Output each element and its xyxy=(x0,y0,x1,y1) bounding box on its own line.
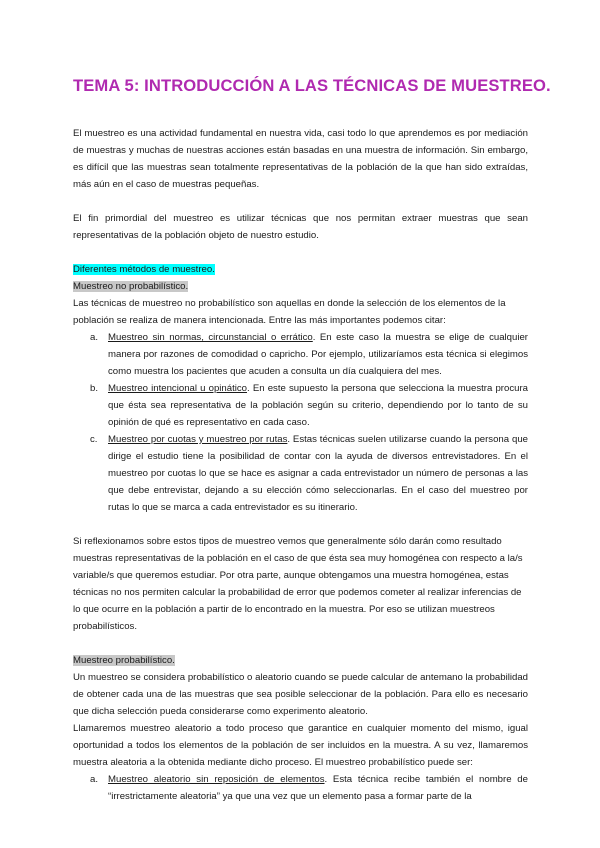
subheading-probabilistic xyxy=(73,652,528,669)
list-item xyxy=(90,380,528,431)
list-item-text: . Esta técnica recibe también el nombre de “irrestrictamente aleatoria” ya que una vez que un elemento pasa a formar parte de la xyxy=(108,774,528,802)
subheading-probabilistic-text: Muestreo probabilístico. xyxy=(73,655,175,666)
list-item xyxy=(90,771,528,805)
list-item-text: . Estas técnicas suelen utilizarse cuando la persona que dirige el estudio tiene la posibilidad de contar con la ayuda de diversos entrevistadores. En el muestreo por cuotas lo que se hace es asignar a cada entrevistador un número de personas a las que debe entrevistar, dejando a su elección cómo seleccionarlas. En el caso del muestreo por rutas lo que se marca a cada entrevistador es su itinerario. xyxy=(108,434,528,513)
list-marker: a. xyxy=(90,332,99,343)
list-item-text: . En este supuesto la persona que selecciona la muestra procura que ésta sea representativa de la población según su criterio, dependiendo por lo tanto de su opinión de qué es representativo en cada caso. xyxy=(108,383,528,428)
list-item-text: . En este caso la muestra se elige de cualquier manera por razones de comodidad o capricho. Por ejemplo, utilizaríamos esta técnica si elegimos como muestra los pacientes que acuden a consulta un día cualquiera del mes. xyxy=(108,332,529,377)
probabilistic-paragraph-2: Llamaremos muestreo aleatorio a todo proceso que garantice en cualquier momento del mismo, igual oportunidad a todos los elementos de la población de ser incluidos en la muestra. A su vez, llamaremos muestra aleatoria a la obtenida mediante dicho proceso. El muestreo probabilístico puede ser: xyxy=(73,723,528,768)
list-item-term: Muestreo sin normas, circunstancial o errático xyxy=(108,332,313,343)
non-probabilistic-lead: Las técnicas de muestreo no probabilístico son aquellas en donde la selección de los elementos de la población se realiza de manera intencionada. Entre las más importantes podemos citar: xyxy=(73,298,506,326)
list-item xyxy=(90,431,528,516)
reflection-paragraph: Si reflexionamos sobre estos tipos de muestreo vemos que generalmente sólo darán como resultado muestras representativas de la población en el caso de que ésta sea muy homogénea con respecto a la/s variable/s que queremos estudiar. Por otra parte, aunque obtengamos una muestra homogénea, estas técnicas no nos permiten calcular la probabilidad de error que podemos cometer al realizar inferencias de lo que ocurre en la población a partir de lo encontrado en la muestra. Por eso se utilizan muestreos probabilísticos. xyxy=(73,536,523,632)
list-item xyxy=(90,329,529,380)
list-item-term: Muestreo por cuotas y muestreo por rutas xyxy=(108,434,288,445)
subheading-non-probabilistic-text: Muestreo no probabilístico. xyxy=(73,281,189,292)
intro-paragraph-2: El fin primordial del muestreo es utilizar técnicas que nos permitan extraer muestras que sean representativas de la población objeto de nuestro estudio. xyxy=(73,213,528,241)
probabilistic-paragraph-1: Un muestreo se considera probabilístico o aleatorio cuando se puede calcular de antemano la probabilidad de obtener cada una de las muestras que sea posible seleccionar de la población. Para ello es necesario que dicha selección pueda considerarse como experimento aleatorio. xyxy=(73,672,528,717)
section-heading xyxy=(73,261,528,278)
list-marker: a. xyxy=(90,774,99,785)
list-marker: c. xyxy=(90,434,98,445)
section-heading-text: Diferentes métodos de muestreo. xyxy=(73,264,215,275)
subheading-non-probabilistic xyxy=(73,278,528,295)
intro-paragraph-1: El muestreo es una actividad fundamental en nuestra vida, casi todo lo que aprendemos es por mediación de muestras y muchas de nuestras acciones están basadas en una muestra de información. Sin embargo, es difícil que las muestras sean totalmente representativas de la población de la que han sido extraídas, más aún en el caso de muestras pequeñas. xyxy=(73,128,528,190)
document-body xyxy=(73,125,528,805)
non-probabilistic-list xyxy=(73,329,528,516)
list-item-term: Muestreo intencional u opinático xyxy=(108,383,248,394)
probabilistic-list xyxy=(73,771,528,805)
list-item-term: Muestreo aleatorio sin reposición de elementos xyxy=(108,774,325,785)
page-title: TEMA 5: INTRODUCCIÓN A LAS TÉCNICAS DE MUESTREO. xyxy=(73,76,551,95)
list-marker: b. xyxy=(90,383,99,394)
